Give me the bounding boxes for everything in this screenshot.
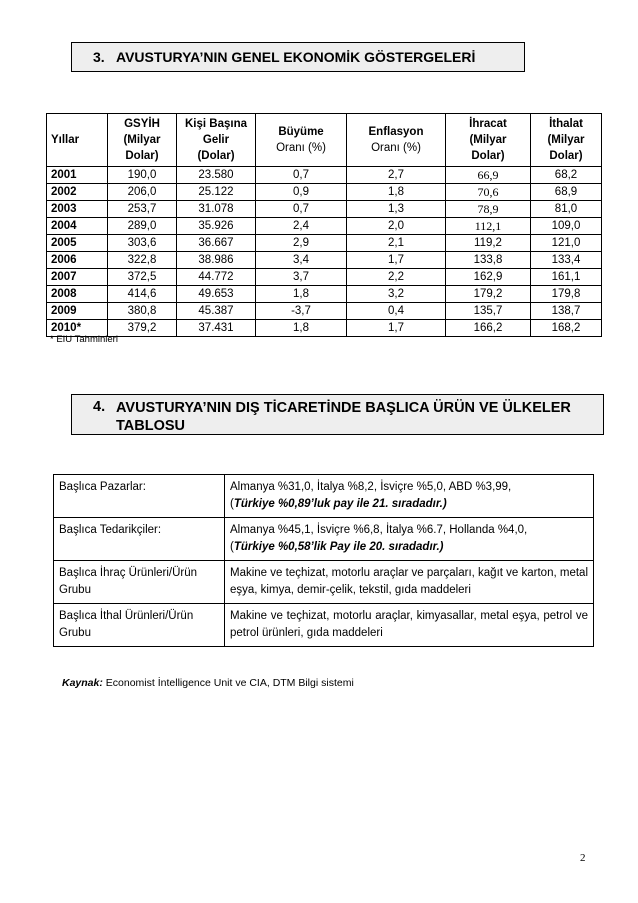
gdp-cell: 414,6 <box>108 286 177 303</box>
header-growth: Büyüme Oranı (%) <box>256 114 347 167</box>
section-4-heading <box>71 394 604 435</box>
exports-cell: 112,1 <box>446 218 531 235</box>
gdp-cell: 322,8 <box>108 252 177 269</box>
per-capita-cell: 45.387 <box>177 303 256 320</box>
export-products-value: Makine ve teçhizat, motorlu araçlar ve parçaları, kağıt ve karton, metal eşya, kimya, demir-çelik, tekstil, gıda maddeleri <box>225 561 594 604</box>
source-note <box>62 677 354 689</box>
gdp-cell: 372,5 <box>108 269 177 286</box>
growth-cell: 2,9 <box>256 235 347 252</box>
markets-label: Başlıca Pazarlar: <box>54 475 225 518</box>
per-capita-cell: 31.078 <box>177 201 256 218</box>
growth-cell: 1,8 <box>256 320 347 337</box>
growth-cell: 3,7 <box>256 269 347 286</box>
imports-cell: 121,0 <box>531 235 602 252</box>
table-row <box>54 604 594 647</box>
section-4-title: AVUSTURYA’NIN DIŞ TİCARETİNDE BAŞLICA ÜRÜN VE ÜLKELER TABLOSU <box>116 400 571 434</box>
table-row <box>47 320 602 337</box>
exports-cell: 66,9 <box>446 167 531 184</box>
inflation-cell: 1,3 <box>347 201 446 218</box>
gdp-cell: 379,2 <box>108 320 177 337</box>
economic-indicators-table <box>46 113 602 337</box>
inflation-cell: 2,2 <box>347 269 446 286</box>
suppliers-value: Almanya %45,1, İsviçre %6,8, İtalya %6.7, Hollanda %4,0, (Türkiye %0,58’lik Pay ile 20. sıradadır.) <box>225 518 594 561</box>
per-capita-cell: 35.926 <box>177 218 256 235</box>
gdp-cell: 303,6 <box>108 235 177 252</box>
header-per-capita: Kişi Başına Gelir (Dolar) <box>177 114 256 167</box>
header-exports: İhracat (Milyar Dolar) <box>446 114 531 167</box>
imports-cell: 138,7 <box>531 303 602 320</box>
year-cell: 2002 <box>47 184 108 201</box>
per-capita-cell: 44.772 <box>177 269 256 286</box>
inflation-cell: 2,7 <box>347 167 446 184</box>
inflation-cell: 2,0 <box>347 218 446 235</box>
exports-cell: 166,2 <box>446 320 531 337</box>
table-row <box>54 475 594 518</box>
header-imports: İthalat (Milyar Dolar) <box>531 114 602 167</box>
table-row <box>54 561 594 604</box>
table-header-row <box>47 114 602 167</box>
inflation-cell: 1,8 <box>347 184 446 201</box>
imports-cell: 68,2 <box>531 167 602 184</box>
inflation-cell: 1,7 <box>347 252 446 269</box>
gdp-cell: 289,0 <box>108 218 177 235</box>
imports-cell: 81,0 <box>531 201 602 218</box>
inflation-cell: 0,4 <box>347 303 446 320</box>
gdp-cell: 380,8 <box>108 303 177 320</box>
per-capita-cell: 38.986 <box>177 252 256 269</box>
exports-cell: 179,2 <box>446 286 531 303</box>
imports-cell: 68,9 <box>531 184 602 201</box>
trade-table <box>53 474 594 647</box>
header-year: Yıllar <box>47 114 108 167</box>
growth-cell: 0,9 <box>256 184 347 201</box>
year-cell: 2001 <box>47 167 108 184</box>
table-footnote: * EIU Tahminleri <box>50 334 118 345</box>
source-label: Kaynak: <box>62 677 103 689</box>
exports-cell: 162,9 <box>446 269 531 286</box>
import-products-value: Makine ve teçhizat, motorlu araçlar, kimyasallar, metal eşya, petrol ve petrol ürünleri, gıda maddeleri <box>225 604 594 647</box>
year-cell: 2007 <box>47 269 108 286</box>
imports-cell: 168,2 <box>531 320 602 337</box>
table-row <box>47 286 602 303</box>
table-row <box>47 269 602 286</box>
gdp-cell: 190,0 <box>108 167 177 184</box>
imports-cell: 133,4 <box>531 252 602 269</box>
suppliers-label: Başlıca Tedarikçiler: <box>54 518 225 561</box>
table-row <box>47 167 602 184</box>
section-3-heading <box>71 42 525 72</box>
growth-cell: -3,7 <box>256 303 347 320</box>
table-row <box>47 218 602 235</box>
exports-cell: 119,2 <box>446 235 531 252</box>
table-row <box>47 184 602 201</box>
section-3-number: 3. <box>93 49 105 65</box>
growth-cell: 1,8 <box>256 286 347 303</box>
per-capita-cell: 23.580 <box>177 167 256 184</box>
exports-cell: 70,6 <box>446 184 531 201</box>
year-cell: 2003 <box>47 201 108 218</box>
inflation-cell: 1,7 <box>347 320 446 337</box>
table-row <box>47 303 602 320</box>
year-cell: 2009 <box>47 303 108 320</box>
table-row <box>47 252 602 269</box>
year-cell: 2008 <box>47 286 108 303</box>
inflation-cell: 2,1 <box>347 235 446 252</box>
year-cell: 2005 <box>47 235 108 252</box>
gdp-cell: 253,7 <box>108 201 177 218</box>
import-products-label: Başlıca İthal Ürünleri/Ürün Grubu <box>54 604 225 647</box>
header-gdp: GSYİH (Milyar Dolar) <box>108 114 177 167</box>
markets-value: Almanya %31,0, İtalya %8,2, İsviçre %5,0, ABD %3,99, (Türkiye %0,89’luk pay ile 21. sıradadır.) <box>225 475 594 518</box>
growth-cell: 0,7 <box>256 167 347 184</box>
year-cell: 2004 <box>47 218 108 235</box>
gdp-cell: 206,0 <box>108 184 177 201</box>
table-row <box>47 201 602 218</box>
exports-cell: 135,7 <box>446 303 531 320</box>
exports-cell: 133,8 <box>446 252 531 269</box>
inflation-cell: 3,2 <box>347 286 446 303</box>
section-3-title: AVUSTURYA’NIN GENEL EKONOMİK GÖSTERGELERİ <box>116 49 476 65</box>
per-capita-cell: 49.653 <box>177 286 256 303</box>
imports-cell: 109,0 <box>531 218 602 235</box>
table-row <box>54 518 594 561</box>
imports-cell: 179,8 <box>531 286 602 303</box>
page-number: 2 <box>580 852 586 864</box>
growth-cell: 0,7 <box>256 201 347 218</box>
year-cell: 2006 <box>47 252 108 269</box>
header-inflation: Enflasyon Oranı (%) <box>347 114 446 167</box>
exports-cell: 78,9 <box>446 201 531 218</box>
imports-cell: 161,1 <box>531 269 602 286</box>
growth-cell: 3,4 <box>256 252 347 269</box>
per-capita-cell: 36.667 <box>177 235 256 252</box>
per-capita-cell: 37.431 <box>177 320 256 337</box>
section-4-number: 4. <box>93 399 106 415</box>
export-products-label: Başlıca İhraç Ürünleri/Ürün Grubu <box>54 561 225 604</box>
source-text: Economist İntelligence Unit ve CIA, DTM Bilgi sistemi <box>105 677 354 689</box>
year-cell: 2010* <box>47 320 108 337</box>
table-row <box>47 235 602 252</box>
per-capita-cell: 25.122 <box>177 184 256 201</box>
growth-cell: 2,4 <box>256 218 347 235</box>
